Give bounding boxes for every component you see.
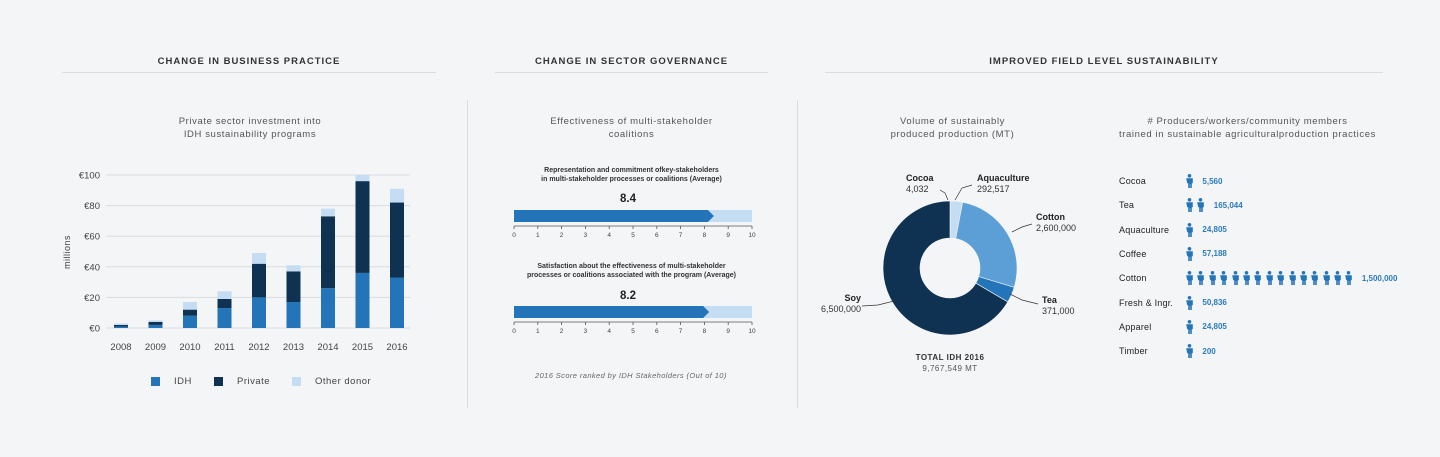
person-icon — [1185, 271, 1194, 285]
x-tick-label: 2 — [559, 328, 564, 335]
question-1-line1: Representation and commitment ofkey-stakeholders — [544, 167, 719, 174]
donut-label-cotton-name: Cotton — [1036, 212, 1065, 222]
donut-total-label: TOTAL IDH 2016 — [915, 353, 985, 362]
donut-total — [880, 352, 1020, 374]
bar-other-donor-2016 — [390, 189, 404, 203]
trained-row-value: 50,836 — [1202, 298, 1227, 307]
donut-label-cotton-value: 2,600,000 — [1036, 223, 1077, 233]
trained-row-tea — [1119, 197, 1243, 213]
effectiveness-bar-chart — [480, 200, 780, 350]
person-icon — [1185, 174, 1194, 188]
x-tick-label: 2015 — [351, 342, 374, 353]
trained-row-label: Timber — [1119, 346, 1148, 357]
x-tick-label: 5 — [631, 232, 635, 239]
person-icons — [1185, 223, 1196, 237]
trained-row-timber — [1119, 343, 1216, 359]
bar-idh-2013 — [287, 302, 301, 328]
person-icon — [1185, 247, 1194, 261]
person-icon — [1185, 344, 1194, 358]
bar-idh-2016 — [390, 278, 404, 328]
y-tick-label: €60 — [84, 231, 100, 243]
x-tick-label: 10 — [748, 232, 756, 239]
person-icon — [1185, 320, 1194, 334]
donut-label-tea — [1042, 295, 1075, 317]
bar-idh-2012 — [252, 297, 266, 328]
person-icon — [1185, 198, 1194, 212]
person-icon — [1276, 271, 1285, 285]
volume-title — [855, 115, 1050, 141]
x-tick-label: 8 — [702, 232, 707, 239]
person-icon — [1231, 271, 1240, 285]
x-tick-label: 7 — [678, 328, 683, 335]
trained-row-label: Coffee — [1119, 248, 1147, 259]
person-icon — [1265, 271, 1274, 285]
donut-label-aquaculture-value: 292,517 — [977, 184, 1010, 194]
x-tick-label: 1 — [535, 232, 540, 239]
x-tick-label: 5 — [631, 328, 635, 335]
person-icons — [1185, 271, 1356, 285]
bar-other-donor-2008 — [114, 323, 128, 325]
x-tick-label: 4 — [607, 232, 612, 239]
person-icon — [1219, 271, 1228, 285]
volume-title-line2: produced production (MT) — [890, 129, 1015, 140]
question-2-line2: processes or coalitions associated with the program (Average) — [526, 272, 737, 279]
score-note: 2016 Score ranked by IDH Stakeholders (Out of 10) — [535, 371, 727, 380]
person-icons — [1185, 344, 1196, 358]
donut-label-aquaculture-name: Aquaculture — [977, 173, 1030, 183]
trained-title — [1095, 115, 1400, 141]
y-tick-label: €80 — [84, 201, 100, 213]
person-icons — [1185, 296, 1196, 310]
score-bar-1 — [514, 210, 714, 222]
x-tick-label: 2013 — [282, 342, 305, 353]
person-icon — [1196, 271, 1205, 285]
donut-label-aquaculture — [977, 173, 1030, 195]
divider — [495, 72, 768, 73]
person-icon — [1333, 271, 1342, 285]
legend-item-private — [214, 376, 270, 387]
bar-private-2010 — [183, 310, 197, 316]
trained-title-line2: trained in sustainable agriculturalproduction practices — [1119, 129, 1376, 140]
x-tick-label: 2016 — [386, 342, 408, 353]
legend-item-other-donor — [292, 376, 371, 387]
person-icon — [1185, 223, 1194, 237]
x-tick-label: 9 — [726, 328, 731, 335]
bar-idh-2010 — [183, 316, 197, 328]
person-icon — [1288, 271, 1297, 285]
person-icon — [1344, 271, 1353, 285]
x-tick-label: 2010 — [179, 342, 201, 353]
leader-line-cocoa — [940, 190, 948, 200]
x-tick-label: 4 — [607, 328, 612, 335]
trained-row-coffee — [1119, 246, 1227, 262]
volume-title-line1: Volume of sustainably — [899, 116, 1006, 127]
question-2-line1: Satisfaction about the effectiveness of multi-stakeholder — [537, 263, 726, 270]
bar-idh-2008 — [114, 326, 128, 328]
x-tick-label: 6 — [654, 328, 659, 335]
trained-row-apparel — [1119, 319, 1227, 335]
y-tick-label: €40 — [84, 262, 100, 274]
x-tick-label: 2 — [559, 232, 564, 239]
trained-row-aquaculture — [1119, 222, 1227, 238]
x-tick-label: 7 — [678, 232, 683, 239]
bar-private-2015 — [356, 181, 370, 273]
donut-label-cotton — [1036, 212, 1076, 234]
bar-private-2016 — [390, 203, 404, 278]
bar-other-donor-2013 — [287, 265, 301, 271]
x-tick-label: 2014 — [317, 342, 339, 353]
y-tick-label: €0 — [89, 323, 100, 335]
investment-bar-chart — [0, 0, 470, 400]
donut-label-tea-value: 371,000 — [1042, 306, 1075, 316]
score-1: 8.4 — [620, 193, 636, 205]
y-axis-label: millions — [62, 234, 72, 270]
score-2: 8.2 — [620, 290, 636, 302]
bar-idh-2014 — [321, 288, 335, 328]
bar-other-donor-2012 — [252, 253, 266, 264]
x-tick-label: 2012 — [248, 342, 270, 353]
x-tick-label: 8 — [702, 328, 707, 335]
trained-row-fresh-ingr — [1119, 295, 1227, 311]
question-1 — [495, 166, 768, 184]
effectiveness-title-line2: coalitions — [608, 129, 655, 140]
legend-label-idh: IDH — [174, 376, 192, 387]
person-icon — [1310, 271, 1319, 285]
donut-label-cocoa-value: 4,032 — [906, 184, 929, 194]
x-tick-label: 2009 — [144, 342, 167, 353]
person-icons — [1185, 198, 1208, 212]
x-tick-label: 10 — [748, 328, 756, 335]
bar-idh-2009 — [149, 325, 163, 328]
x-tick-label: 2011 — [214, 342, 235, 353]
bar-private-2008 — [114, 325, 128, 327]
legend-swatch-idh — [151, 377, 160, 386]
trained-row-value: 5,560 — [1202, 176, 1223, 186]
trained-row-value: 24,805 — [1202, 225, 1227, 235]
person-icons — [1185, 247, 1196, 261]
donut-label-cocoa-name: Cocoa — [906, 173, 934, 183]
trained-row-value: 1,500,000 — [1361, 273, 1398, 283]
x-tick-label: 0 — [512, 232, 516, 239]
person-icons — [1185, 174, 1196, 188]
bar-private-2009 — [149, 322, 163, 325]
bar-private-2014 — [321, 216, 335, 288]
trained-row-cotton — [1119, 270, 1397, 286]
y-tick-label: €20 — [84, 292, 100, 304]
donut-label-soy — [812, 293, 861, 315]
donut-label-soy-value: 6,500,000 — [820, 304, 861, 314]
trained-row-label: Apparel — [1119, 321, 1152, 332]
section-title-field: IMPROVED FIELD LEVEL SUSTAINABILITY — [989, 56, 1219, 67]
investment-title-line2: IDH sustainability programs — [183, 129, 317, 140]
donut-label-tea-name: Tea — [1042, 295, 1057, 305]
section-title-governance: CHANGE IN SECTOR GOVERNANCE — [534, 56, 729, 67]
legend-label-other-donor: Other donor — [315, 376, 372, 387]
person-icons — [1185, 320, 1196, 334]
trained-row-value: 57,188 — [1202, 249, 1227, 259]
trained-row-label: Aquaculture — [1119, 224, 1170, 235]
trained-row-value: 200 — [1202, 346, 1216, 356]
trained-row-label: Tea — [1119, 200, 1135, 211]
person-icon — [1196, 198, 1205, 212]
person-icon — [1299, 271, 1308, 285]
column-divider — [797, 100, 798, 408]
legend-item-idh — [151, 376, 192, 387]
person-icon — [1253, 271, 1262, 285]
leader-line-cotton — [1012, 224, 1032, 232]
bar-private-2013 — [287, 271, 301, 302]
trained-row-value: 24,805 — [1202, 322, 1227, 332]
bar-other-donor-2015 — [356, 175, 370, 181]
person-icon — [1242, 271, 1251, 285]
question-1-line2: in multi-stakeholder processes or coalitions (Average) — [541, 176, 722, 183]
donut-total-value: 9,767,549 MT — [922, 364, 978, 373]
bar-idh-2015 — [356, 273, 370, 328]
bar-private-2011 — [218, 299, 232, 308]
section-title-business: CHANGE IN BUSINESS PRACTICE — [157, 56, 341, 67]
trained-row-label: Fresh & Ingr. — [1119, 297, 1174, 308]
volume-donut-chart — [800, 160, 1120, 360]
trained-row-label: Cocoa — [1119, 176, 1147, 186]
donut-slice-cotton — [956, 202, 1017, 287]
bar-private-2012 — [252, 264, 266, 298]
x-tick-label: 0 — [512, 328, 516, 335]
trained-row-cocoa — [1119, 173, 1222, 189]
effectiveness-title-line1: Effectiveness of multi-stakeholder — [550, 116, 713, 127]
donut-label-cocoa — [906, 173, 934, 195]
person-icon — [1208, 271, 1217, 285]
bar-other-donor-2011 — [218, 291, 232, 299]
legend-swatch-private — [214, 377, 223, 386]
legend-label-private: Private — [237, 376, 271, 387]
investment-title-line1: Private sector investment into — [178, 116, 322, 127]
bar-other-donor-2009 — [149, 320, 163, 322]
person-icon — [1185, 296, 1194, 310]
x-tick-label: 1 — [535, 328, 540, 335]
trained-row-value: 165,044 — [1213, 200, 1243, 210]
legend-swatch-other-donor — [292, 377, 301, 386]
x-tick-label: 9 — [726, 232, 731, 239]
x-tick-label: 3 — [583, 232, 588, 239]
leader-line-aquaculture — [955, 185, 972, 200]
donut-label-soy-name: Soy — [844, 293, 861, 303]
bar-other-donor-2014 — [321, 209, 335, 217]
x-tick-label: 3 — [583, 328, 588, 335]
trained-title-line1: # Producers/workers/community members — [1147, 116, 1348, 127]
divider — [825, 72, 1383, 73]
bar-other-donor-2010 — [183, 302, 197, 310]
trained-row-label: Cotton — [1119, 273, 1147, 284]
leader-line-tea — [1010, 294, 1038, 304]
person-icon — [1322, 271, 1331, 285]
bar-idh-2011 — [218, 308, 232, 328]
x-tick-label: 6 — [654, 232, 659, 239]
effectiveness-title — [500, 115, 763, 141]
score-bar-2 — [514, 306, 709, 318]
x-tick-label: 2008 — [110, 342, 132, 353]
y-tick-label: €100 — [78, 170, 100, 182]
